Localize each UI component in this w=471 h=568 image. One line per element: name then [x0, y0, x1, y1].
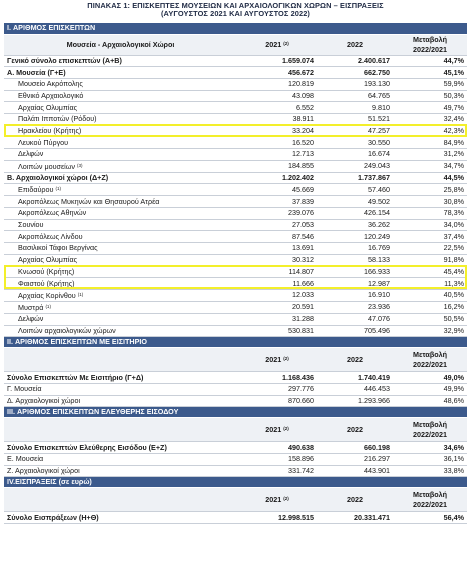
section-title: II. ΑΡΙΘΜΟΣ ΕΠΙΣΚΕΠΤΩΝ ΜΕ ΕΙΣΙΤΗΡΙΟ [4, 337, 467, 348]
table-row: Ακροπόλεως Αθηνών 239.076 426.154 78,3% [4, 208, 467, 220]
table-row: Β. Αρχαιολογικοί χώροι (Δ+Ζ) 1.202.402 1.737.867 44,5% [4, 172, 467, 184]
column-header-row [4, 418, 467, 442]
section-header [4, 23, 467, 34]
table-row: Σύνολο Επισκεπτών Με Εισιτήριο (Γ+Δ) 1.168.436 1.740.419 49,0% [4, 372, 467, 384]
header-change: Μεταβολή 2022/2021 [393, 348, 467, 372]
table-row: Παλάτι Ιπποτών (Ρόδου) 38.911 51.521 32,4% [4, 113, 467, 125]
header-2021: 2021 $^{(2)}$ [237, 418, 317, 442]
visitors-table [4, 23, 467, 524]
section-header [4, 407, 467, 418]
table-row: Φαιστού (Κρήτης) 11.666 12.987 11,3% [4, 278, 467, 290]
header-change: Μεταβολή 2022/2021 [393, 488, 467, 512]
header-2022: 2022 [317, 418, 393, 442]
table-row: Ε. Μουσεία 158.896 216.297 36,1% [4, 454, 467, 466]
table-row: Δελφών 31.288 47.076 50,5% [4, 313, 467, 325]
section-header [4, 477, 467, 488]
table-row: Μουσείο Ακρόπολης 120.819 193.130 59,9% [4, 78, 467, 90]
table-row: Αρχαίας Ολυμπίας 6.552 9.810 49,7% [4, 102, 467, 114]
column-header-row [4, 34, 467, 55]
table-row: Λευκού Πύργου 16.520 30.550 84,9% [4, 137, 467, 149]
table-row: Επιδαύρου $^{(1)}$ 45.669 57.460 25,8% [4, 184, 467, 196]
table-row: Ακροπόλεως Λίνδου 87.546 120.249 37,4% [4, 231, 467, 243]
table-row: Δελφών 12.713 16.674 31,2% [4, 149, 467, 161]
title-line-1: ΠΙΝΑΚΑΣ 1: ΕΠΙΣΚΕΠΤΕΣ ΜΟΥΣΕΙΩΝ ΚΑΙ ΑΡΧΑΙΟΛΟΓΙΚΩΝ ΧΩΡΩΝ – ΕΙΣΠΡΑΞΕΙΣ [87, 1, 384, 10]
title-line-2: (ΑΥΓΟΥΣΤΟΣ 2021 ΚΑΙ ΑΥΓΟΥΣΤΟΣ 2022) [161, 9, 310, 19]
table-row: Κνωσού (Κρήτης) 114.807 166.933 45,4% [4, 266, 467, 278]
table-row: Ζ. Αρχαιολογικοί χώροι 331.742 443.901 33,8% [4, 465, 467, 477]
table-row: Μυστρά $^{(1)}$ 20.591 23.936 16,2% [4, 301, 467, 313]
table-row: Αρχαίας Ολυμπίας 30.312 58.133 91,8% [4, 254, 467, 266]
header-2021: 2021 $^{(2)}$ [237, 348, 317, 372]
header-change: Μεταβολή 2022/2021 [393, 34, 467, 55]
header-label: Μουσεία - Αρχαιολογικοί Χώροι [4, 34, 237, 55]
table-row: Ακροπόλεως Μυκηνών και Θησαυρού Ατρέα 37.839 49.502 30,8% [4, 196, 467, 208]
column-header-row [4, 348, 467, 372]
header-2022: 2022 [317, 348, 393, 372]
header-change: Μεταβολή 2022/2021 [393, 418, 467, 442]
header-2021: 2021 $^{(2)}$ [237, 488, 317, 512]
table-row: Αρχαίας Κορίνθου $^{(1)}$ 12.033 16.910 40,5% [4, 289, 467, 301]
header-label [4, 488, 237, 512]
section-title: III. ΑΡΙΘΜΟΣ ΕΠΙΣΚΕΠΤΩΝ ΕΛΕΥΘΕΡΗΣ ΕΙΣΟΔΟΥ [4, 407, 467, 418]
table-row: Βασιλικοί Τάφοι Βεργίνας 13.691 16.769 22,5% [4, 243, 467, 255]
table-row: Σουνίου 27.053 36.262 34,0% [4, 219, 467, 231]
header-label [4, 348, 237, 372]
header-2022: 2022 [317, 34, 393, 55]
table-row: Εθνικό Αρχαιολογικό 43.098 64.765 50,3% [4, 90, 467, 102]
table-row: Ηρακλείου (Κρήτης) 33.204 47.257 42,3% [4, 125, 467, 137]
table-row: Δ. Αρχαιολογικοί χώροι 870.660 1.293.966 48,6% [4, 395, 467, 407]
section-title: I. ΑΡΙΘΜΟΣ ΕΠΙΣΚΕΠΤΩΝ [4, 23, 467, 34]
header-2022: 2022 [317, 488, 393, 512]
header-label [4, 418, 237, 442]
table-row: Γενικό σύνολο επισκεπτών (Α+Β) 1.659.074 2.400.617 44,7% [4, 55, 467, 67]
table-row: Α. Μουσεία (Γ+Ε) 456.672 662.750 45,1% [4, 67, 467, 79]
table-row: Λοιπών αρχαιολογικών χώρων 530.831 705.496 32,9% [4, 325, 467, 337]
table-row: Λοιπών μουσείων $^{(3)}$ 184.855 249.043 34,7% [4, 160, 467, 172]
table-row: Σύνολο Επισκεπτών Ελεύθερης Εισόδου (Ε+Ζ) 490.638 660.198 34,6% [4, 442, 467, 454]
table-row: Σύνολο Εισπράξεων (Η+Θ) 12.998.515 20.331.471 56,4% [4, 512, 467, 524]
column-header-row [4, 488, 467, 512]
section-title: IV.ΕΙΣΠΡΑΞΕΙΣ (σε ευρώ) [4, 477, 467, 488]
table-title [4, 1, 467, 23]
header-2021: 2021 $^{(2)}$ [237, 34, 317, 55]
table-row: Γ. Μουσεία 297.776 446.453 49,9% [4, 383, 467, 395]
section-header [4, 337, 467, 348]
